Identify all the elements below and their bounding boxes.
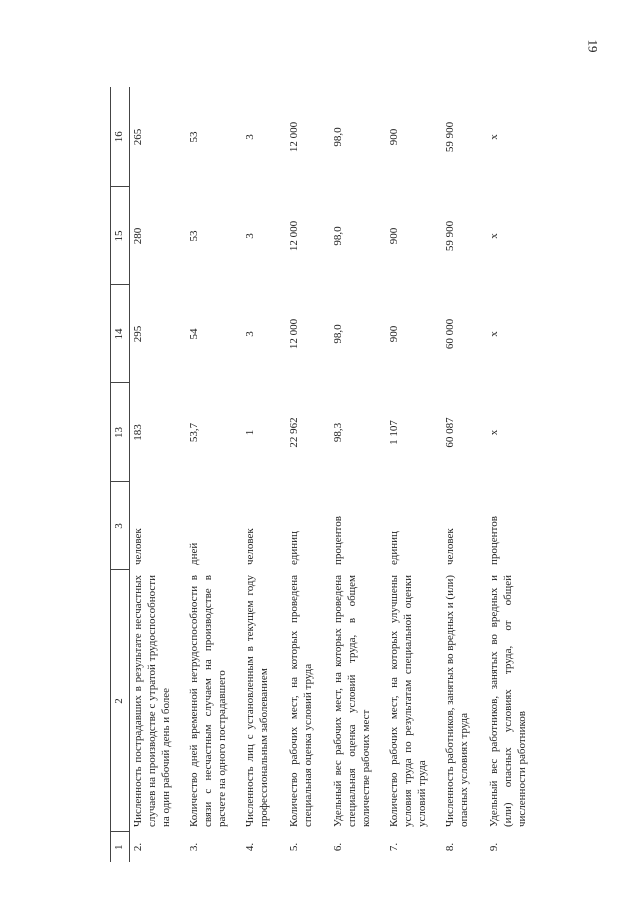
value-col-14: 12 000 xyxy=(288,318,300,350)
row-number: 7. xyxy=(388,842,400,852)
value-col-13: 183 xyxy=(132,424,144,441)
unit-cell: процентов xyxy=(332,516,344,565)
value-col-15: 280 xyxy=(132,227,144,245)
indicator-name: Количество рабочих мест, на которых улучшены условия труда по результатам специальной оценки условий труда xyxy=(388,575,428,827)
value-col-16: 53 xyxy=(188,131,200,143)
value-col-14: 900 xyxy=(388,325,400,343)
indicator-name: Количество дней временной нетрудоспособности в связи с несчастным случаем на производстве в расчете на одного пострадавшего xyxy=(188,575,228,827)
value-col-15: 98,0 xyxy=(332,226,344,246)
value-col-15: 53 xyxy=(188,230,200,242)
table-row xyxy=(242,87,286,862)
value-col-15: 59 900 xyxy=(444,220,456,252)
value-col-16: 98,0 xyxy=(332,127,344,147)
table-row xyxy=(386,87,442,862)
unit-cell: человек xyxy=(132,528,144,565)
value-col-15: 900 xyxy=(388,227,400,245)
page-number: 19 xyxy=(585,39,601,53)
value-col-16: 3 xyxy=(244,134,256,140)
row-number: 8. xyxy=(444,842,456,852)
value-col-16: 265 xyxy=(132,128,144,146)
table-row xyxy=(286,87,330,862)
unit-cell: единиц xyxy=(388,531,400,565)
value-col-13: 22 962 xyxy=(288,417,300,448)
rotated-table-container xyxy=(110,87,550,862)
table-row xyxy=(330,87,386,862)
header-col-2: 2 xyxy=(111,570,130,832)
value-col-13: x xyxy=(488,429,500,436)
row-number: 6. xyxy=(332,842,344,852)
row-number: 5. xyxy=(288,842,300,852)
unit-cell: дней xyxy=(188,542,200,565)
indicator-name: Удельный вес работников, занятых во вредных и (или) опасных условиях труда, от общей численности работников xyxy=(488,575,528,827)
value-col-16: 59 900 xyxy=(444,121,456,153)
value-col-13: 1 xyxy=(244,429,256,436)
value-col-16: 900 xyxy=(388,128,400,146)
value-col-14: x xyxy=(488,331,500,337)
value-col-15: x xyxy=(488,233,500,239)
value-col-14: 3 xyxy=(244,331,256,337)
value-col-13: 53,7 xyxy=(188,422,200,443)
indicator-name: Численность лиц с установленным в текущем году профессиональным заболеванием xyxy=(244,575,270,827)
header-col-13: 13 xyxy=(111,383,130,482)
unit-cell: единиц xyxy=(288,531,300,565)
header-col-15: 15 xyxy=(111,187,130,285)
value-col-15: 3 xyxy=(244,233,256,239)
row-number: 3. xyxy=(188,842,200,852)
value-col-13: 1 107 xyxy=(388,420,400,445)
table-row xyxy=(442,87,486,862)
value-col-14: 295 xyxy=(132,325,144,343)
indicator-name: Численность пострадавших в результате несчастных случаев на производстве с утратой трудоспособности на один рабочий день и более xyxy=(132,575,172,827)
header-col-3: 3 xyxy=(111,482,130,570)
table-row xyxy=(130,87,187,862)
value-col-14: 60 000 xyxy=(444,318,456,350)
row-number: 2. xyxy=(132,842,144,852)
value-col-13: 60 087 xyxy=(444,417,456,448)
unit-cell: человек xyxy=(444,528,456,565)
table-row xyxy=(486,87,536,862)
row-number: 4. xyxy=(244,842,256,852)
row-number: 9. xyxy=(488,842,500,852)
header-col-1: 1 xyxy=(111,832,130,862)
table-row xyxy=(186,87,242,862)
value-col-16: 12 000 xyxy=(288,121,300,153)
unit-cell: процентов xyxy=(488,516,500,565)
indicator-name: Удельный вес рабочих мест, на которых проведена специальная оценка условий труда, в общем количестве рабочих мест xyxy=(332,575,372,827)
header-col-14: 14 xyxy=(111,285,130,383)
unit-cell: человек xyxy=(244,528,256,565)
value-col-15: 12 000 xyxy=(288,220,300,252)
value-col-13: 98,3 xyxy=(332,422,344,443)
indicator-name: Количество рабочих мест, на которых проведена специальная оценка условий труда xyxy=(288,575,314,827)
value-col-14: 98,0 xyxy=(332,324,344,344)
value-col-14: 54 xyxy=(188,328,200,340)
indicators-table xyxy=(110,87,536,862)
header-col-16: 16 xyxy=(111,87,130,187)
table-header-row xyxy=(111,87,130,862)
indicator-name: Численность работников, занятых во вредных и (или) опасных условиях труда xyxy=(444,575,470,827)
value-col-16: x xyxy=(488,134,500,140)
